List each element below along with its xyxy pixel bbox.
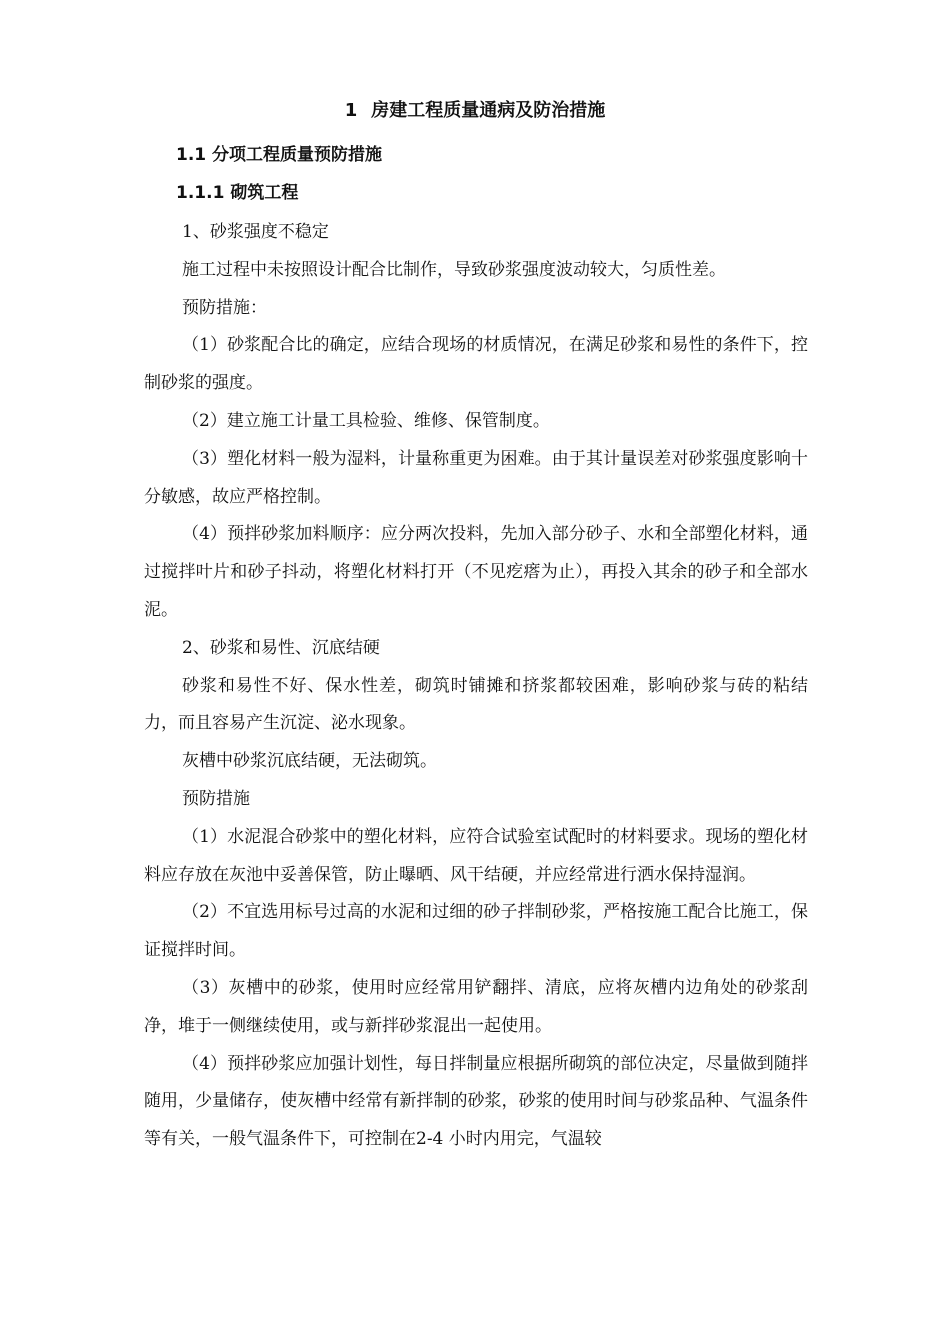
paragraph: （2）建立施工计量工具检验、维修、保管制度。 <box>182 410 550 431</box>
paragraph: （4）预拌砂浆加料顺序：应分两次投料，先加入部分砂子、水和全部塑化材料，通过搅拌叶片和砂子抖动，将塑化材料打开（不见疙瘩为止），再投入其余的砂子和全部水泥。 <box>144 524 808 620</box>
paragraph: 施工过程中未按照设计配合比制作，导致砂浆强度波动较大，匀质性差。 <box>182 259 726 280</box>
paragraph: 2、砂浆和易性、沉底结硬 <box>182 637 380 658</box>
paragraph: 砂浆和易性不好、保水性差，砌筑时铺摊和挤浆都较困难，影响砂浆与砖的粘结力，而且容易产生沉淀、泌水现象。 <box>144 675 808 734</box>
paragraph: 预防措施： <box>182 297 267 318</box>
title-number: 1 <box>344 100 358 121</box>
paragraph: （1）砂浆配合比的确定，应结合现场的材质情况，在满足砂浆和易性的条件下，控制砂浆的强度。 <box>144 335 808 394</box>
paragraph: 灰槽中砂浆沉底结硬，无法砌筑。 <box>182 751 437 772</box>
paragraph: 1、砂浆强度不稳定 <box>182 222 329 242</box>
document-body <box>144 214 808 1159</box>
paragraph: （1）水泥混合砂浆中的塑化材料，应符合试验室试配时的材料要求。现场的塑化材料应存放在灰池中妥善保管，防止曝晒、风干结硬，并应经常进行洒水保持湿润。 <box>144 826 808 885</box>
paragraph: 预防措施 <box>182 788 250 809</box>
section-heading: 1.1 分项工程质量预防措施 <box>176 145 383 165</box>
paragraph: （2）不宜选用标号过高的水泥和过细的砂子拌制砂浆，严格按施工配合比施工，保证搅拌时间。 <box>144 902 808 961</box>
subsection-heading: 1.1.1 砌筑工程 <box>176 183 299 203</box>
document-title <box>0 97 950 125</box>
title-text: 房建工程质量通病及防治措施 <box>371 100 606 121</box>
paragraph: （3）塑化材料一般为湿料，计量称重更为困难。由于其计量误差对砂浆强度影响十分敏感，故应严格控制。 <box>144 448 808 507</box>
paragraph: （3）灰槽中的砂浆，使用时应经常用铲翻拌、清底，应将灰槽内边角处的砂浆刮净，堆于一侧继续使用，或与新拌砂浆混出一起使用。 <box>144 977 808 1036</box>
paragraph: （4）预拌砂浆应加强计划性，每日拌制量应根据所砌筑的部位决定，尽量做到随拌随用，少量储存，使灰槽中经常有新拌制的砂浆，砂浆的使用时间与砂浆品种、气温条件等有关，一般气温条件下，可控制在2-4 小时内用完，气温较 <box>144 1053 808 1150</box>
